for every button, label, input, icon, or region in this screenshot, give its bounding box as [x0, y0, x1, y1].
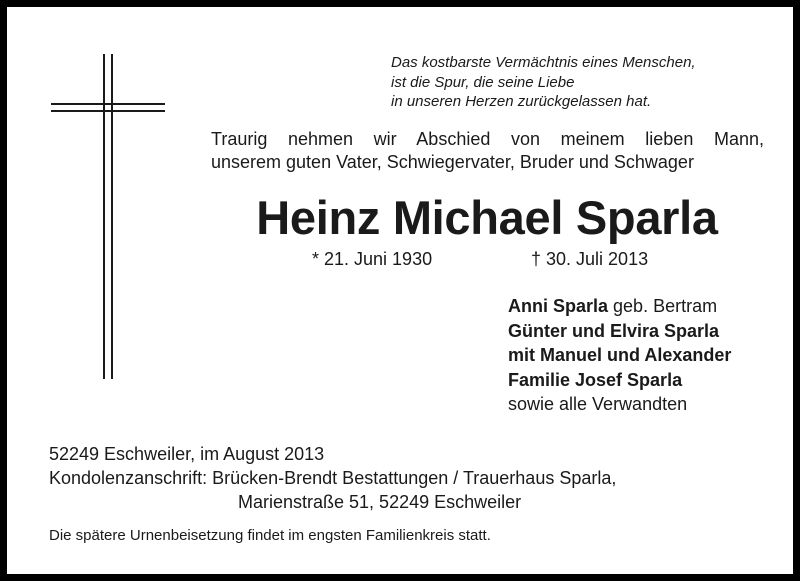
quote-line: Das kostbarste Vermächtnis eines Menschen, [391, 54, 696, 71]
condolence-line1: Brücken-Brendt Bestattungen / Trauerhaus Sparla, [212, 468, 617, 488]
deceased-name: Heinz Michael Sparla [256, 191, 718, 244]
condolence-address [49, 466, 616, 490]
intro-line: Traurig nehmen wir Abschied von meinem lieben Mann, [211, 129, 764, 149]
death-date: † 30. Juli 2013 [531, 249, 649, 269]
birth-date: * 21. Juni 1930 [312, 249, 433, 269]
intro-line: unserem guten Vater, Schwiegervater, Bruder und Schwager [211, 152, 694, 172]
condolence-line2: Marienstraße 51, 52249 Eschweiler [238, 492, 522, 512]
mourners-list [508, 294, 731, 417]
announcement-intro [211, 128, 764, 174]
mourner-line: Familie Josef Sparla [508, 369, 683, 390]
mourner-line: Günter und Elvira Sparla [508, 320, 720, 341]
mourner-line [508, 294, 731, 319]
quote-line: in unseren Herzen zurückgelassen hat. [391, 93, 652, 110]
place-date: 52249 Eschweiler, im August 2013 [49, 444, 325, 464]
condolence-label: Kondolenzanschrift: [49, 468, 208, 488]
burial-note: Die spätere Urnenbeisetzung findet im engsten Familienkreis statt. [49, 527, 491, 544]
quote-line: ist die Spur, die seine Liebe [391, 73, 575, 91]
mourner-line: mit Manuel und Alexander [508, 345, 732, 365]
memorial-quote [391, 53, 696, 112]
mourner-name: Anni Sparla [508, 296, 609, 316]
mourner-line: sowie alle Verwandten [508, 394, 688, 414]
maiden-name: geb. Bertram [608, 296, 718, 316]
